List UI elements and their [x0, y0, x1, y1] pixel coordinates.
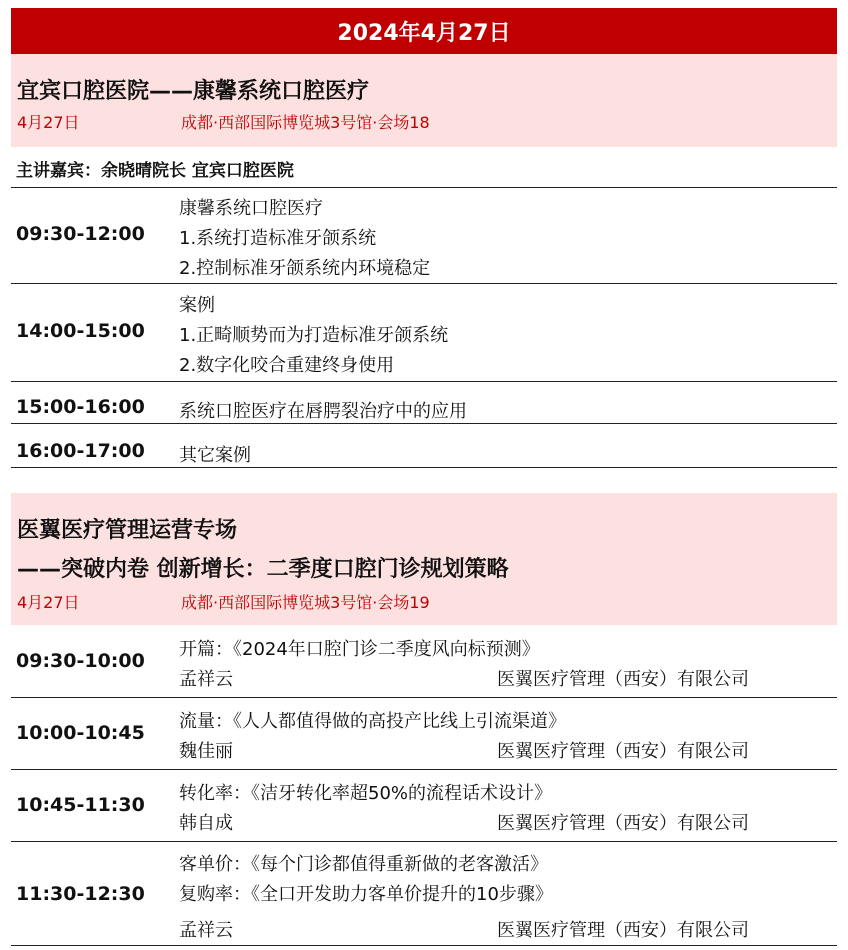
session-text: 2.控制标准牙颌系统内环境稳定 [179, 258, 431, 279]
session-speaker: 韩自成 [179, 813, 233, 834]
session-text: 转化率：《洁牙转化率超50%的流程话术设计》 [179, 783, 553, 804]
session-text: 开篇：《2024年口腔门诊二季度风向标预测》 [179, 639, 540, 660]
divider [11, 841, 837, 842]
section2-title: 医翼医疗管理运营专场 [17, 518, 238, 543]
date-banner: 2024年4月27日 [11, 8, 837, 54]
session-speaker: 魏佳丽 [179, 741, 233, 762]
session-text: 案例 [179, 295, 215, 316]
section2-header [11, 493, 837, 625]
session-text: 系统口腔医疗在唇腭裂治疗中的应用 [179, 401, 467, 422]
section1-title: 宜宾口腔医院——康馨系统口腔医疗 [17, 79, 370, 104]
session-time: 16:00-17:00 [16, 440, 145, 462]
session-time: 14:00-15:00 [16, 320, 145, 342]
session-text: 康馨系统口腔医疗 [179, 198, 323, 219]
session-org: 医翼医疗管理（西安）有限公司 [497, 741, 749, 762]
session-time: 09:30-12:00 [16, 223, 145, 245]
divider [11, 945, 837, 946]
session-text: 客单价：《每个门诊都值得重新做的老客激活》 [179, 854, 548, 875]
session-text: 流量：《人人都值得做的高投产比线上引流渠道》 [179, 711, 566, 732]
session-time: 10:00-10:45 [16, 722, 145, 744]
divider [11, 283, 837, 284]
session-time: 11:30-12:30 [16, 883, 145, 905]
divider [11, 381, 837, 382]
section1-date: 4月27日 [17, 113, 80, 132]
divider [11, 467, 837, 468]
session-speaker: 孟祥云 [179, 920, 233, 941]
session-org: 医翼医疗管理（西安）有限公司 [497, 669, 749, 690]
divider [11, 187, 837, 188]
section1-venue: 成都·西部国际博览城3号馆·会场18 [181, 113, 430, 132]
session-time: 15:00-16:00 [16, 396, 145, 418]
session-time: 10:45-11:30 [16, 794, 145, 816]
session-org: 医翼医疗管理（西安）有限公司 [497, 920, 749, 941]
session-text: 1.系统打造标准牙颌系统 [179, 228, 377, 249]
section2-date: 4月27日 [17, 593, 80, 612]
session-text: 复购率：《全口开发助力客单价提升的10步骤》 [179, 884, 553, 905]
section1-speaker: 主讲嘉宾：余晓晴院长 宜宾口腔医院 [16, 161, 294, 181]
divider [11, 769, 837, 770]
session-speaker: 孟祥云 [179, 669, 233, 690]
session-time: 09:30-10:00 [16, 650, 145, 672]
session-text: 1.正畸顺势而为打造标准牙颌系统 [179, 325, 449, 346]
session-text: 其它案例 [179, 445, 251, 466]
section2-subtitle: ——突破内卷 创新增长：二季度口腔门诊规划策略 [17, 557, 509, 582]
session-org: 医翼医疗管理（西安）有限公司 [497, 813, 749, 834]
divider [11, 697, 837, 698]
section2-venue: 成都·西部国际博览城3号馆·会场19 [181, 593, 430, 612]
section1-header [11, 54, 837, 147]
session-text: 2.数字化咬合重建终身使用 [179, 355, 395, 376]
divider [11, 423, 837, 424]
